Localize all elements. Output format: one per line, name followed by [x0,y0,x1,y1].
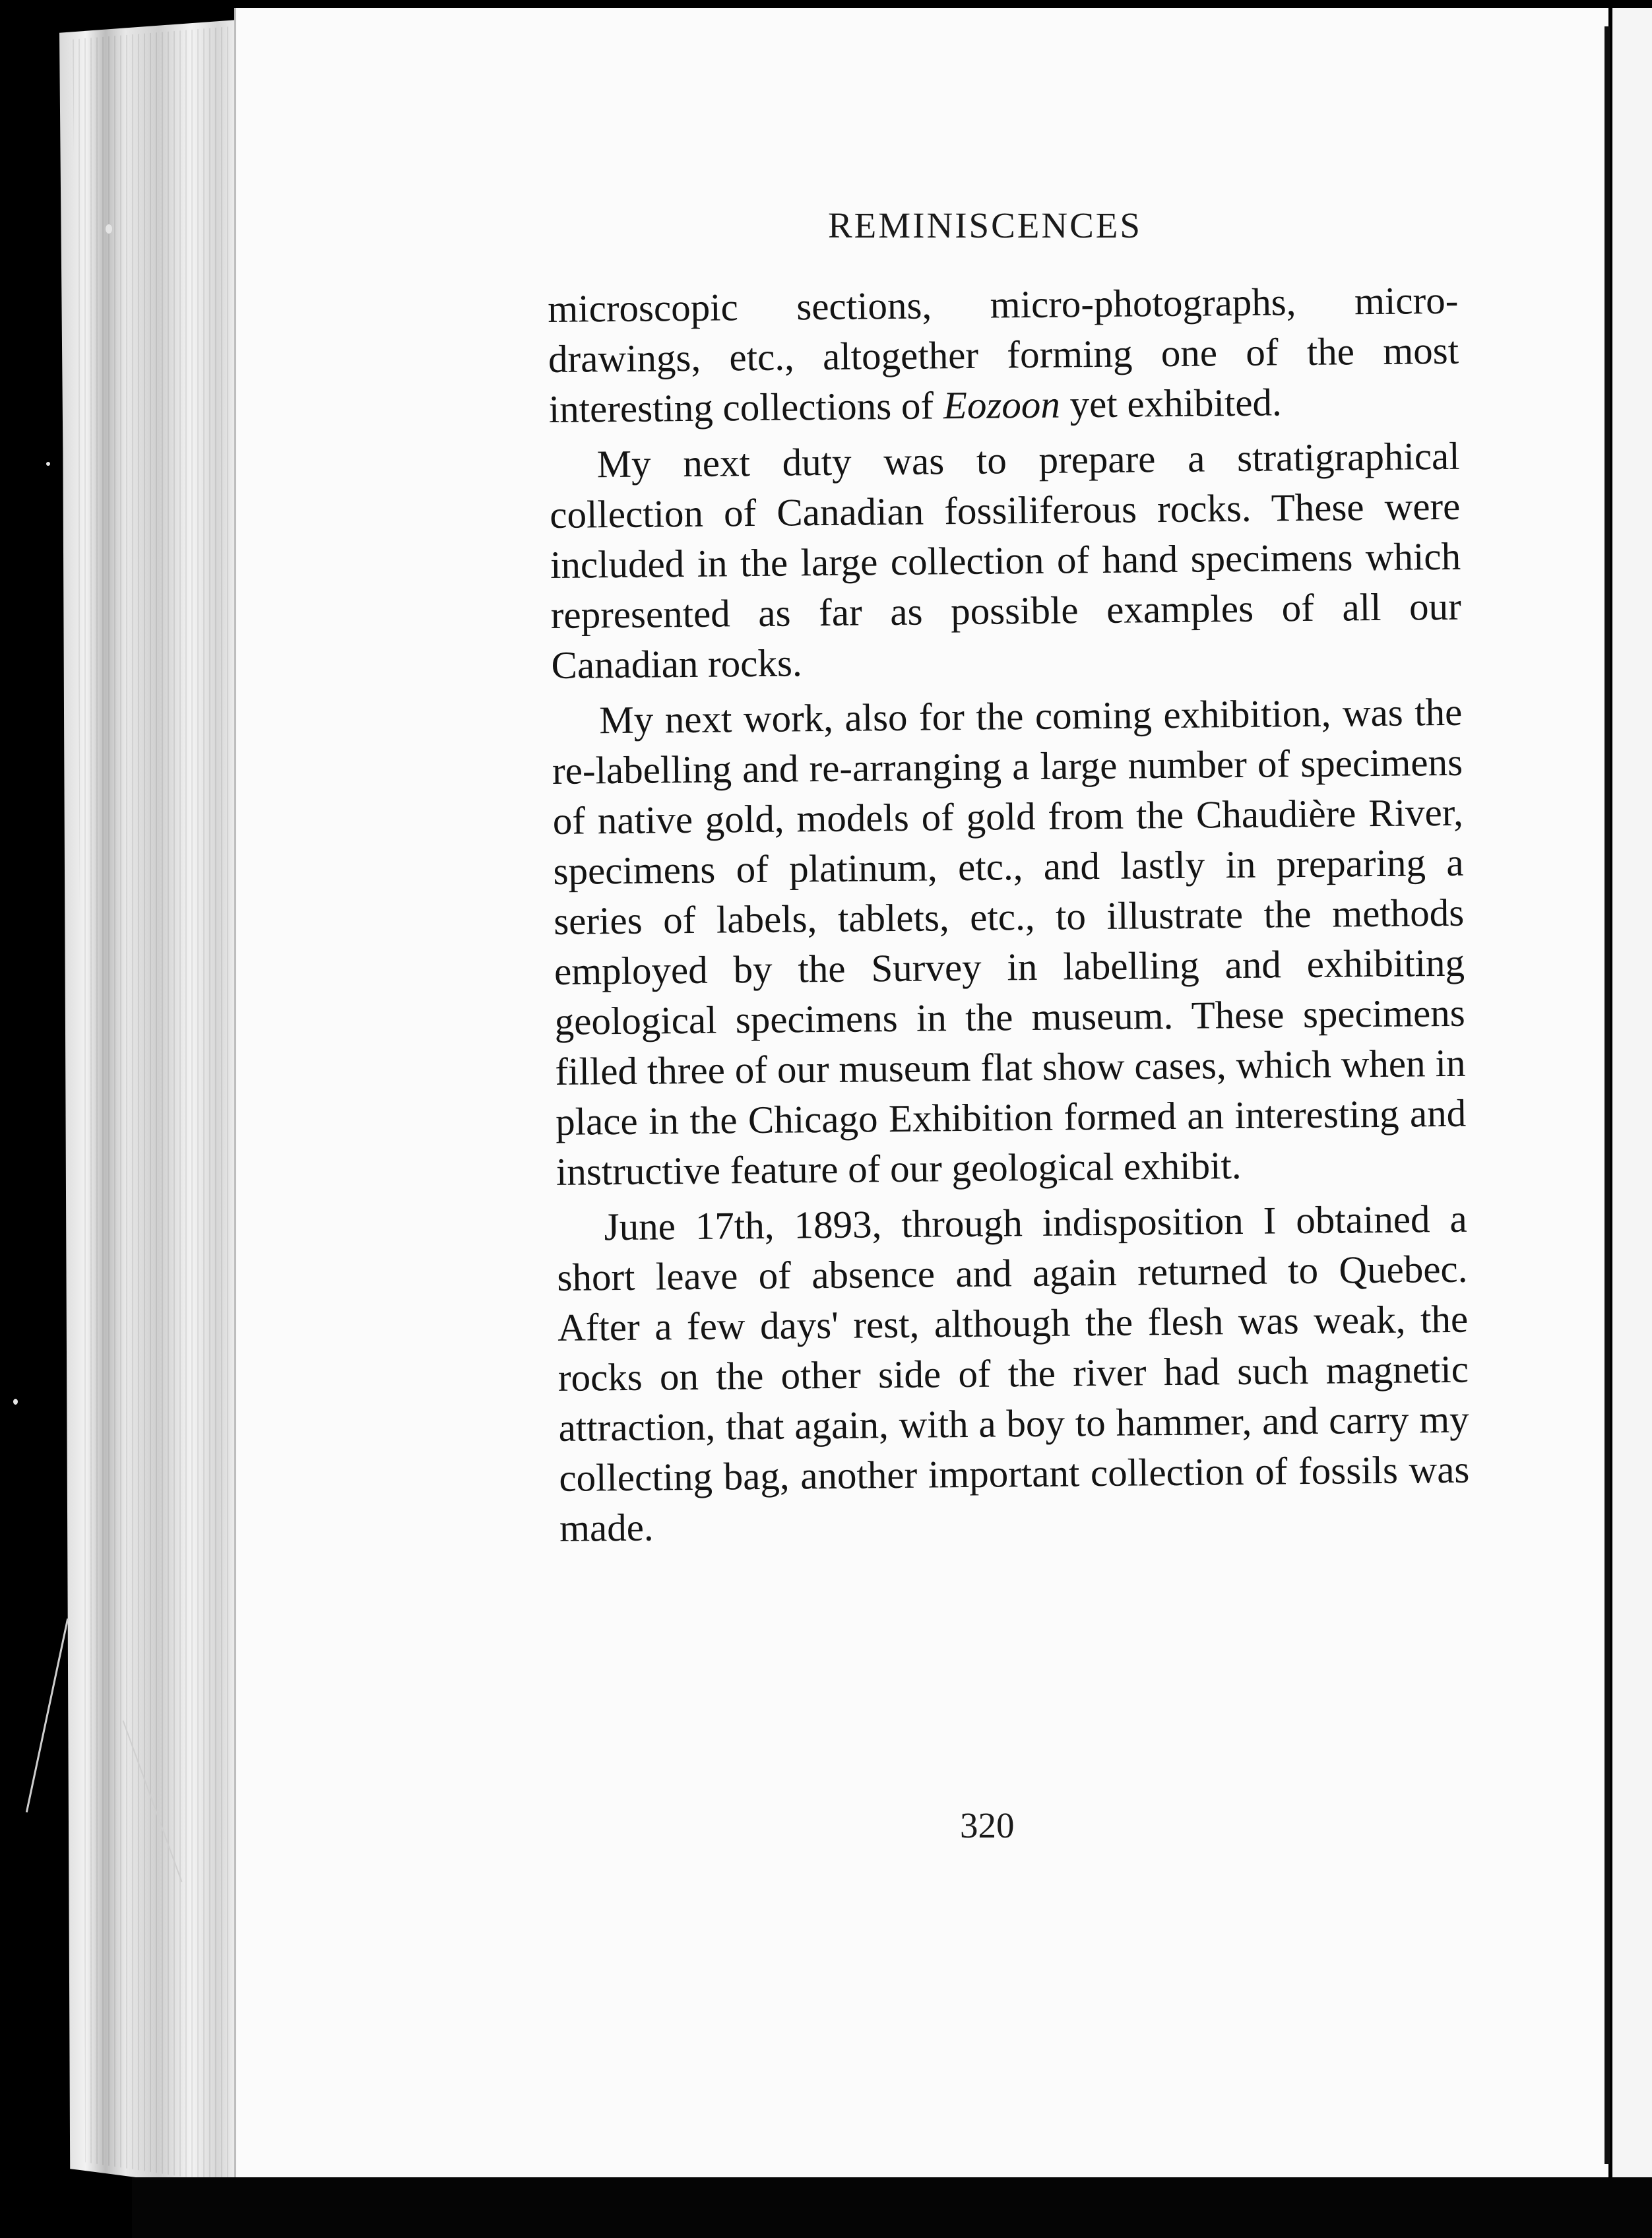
scan-speck [46,462,50,466]
italic-term: Eozoon [943,382,1061,428]
scan-crack [26,1618,69,1812]
body-text [548,275,1470,1553]
facing-page-strip [1612,8,1652,2189]
bottom-shadow [132,2177,1652,2238]
page-leaves-texture [73,26,231,2184]
running-head: REMINISCENCES [828,205,1142,245]
paragraph-3: My next work, also for the coming exhibition, was the re-labelling and re-arranging a large number of specimens of native gold, models of gold from the Chaudière River, specimens of platinum, etc., and lastly in preparing a series of labels, tablets, etc., to illustrate the methods employed by the Survey in labelling and exhibiting geological specimens in the museum. These specimens filled three of our museum flat show cases, which when in place in the Chicago Exhibition formed an interesting and instructive feature of our geological exhibit. [552,689,1467,1194]
paragraph-2: My next duty was to prepare a stratigraphical collection of Canadian fossiliferous rocks. These were included in the large collection of hand specimens which represented as far as possible examples of all our Canadian rocks. [550,433,1462,687]
paragraph-1: microscopic sections, micro-photographs, micro-drawings, etc., altogether forming one of the most interesting collections of Eozoon yet exhibited. [548,278,1459,431]
page-number: 320 [960,1805,1015,1845]
scan-speck [106,224,112,234]
paragraph-4: June 17th, 1893, through indisposition I obtained a short leave of absence and again returned to Quebec. After a few days' rest, although the flesh was weak, the rocks on the other side of the river had such magnetic attraction, that again, with a boy to hammer, and carry my collecting bag, another important collection of fossils was made. [557,1196,1470,1550]
scan-speck [13,1399,18,1405]
page-gutter-shadow [1604,26,1610,2164]
